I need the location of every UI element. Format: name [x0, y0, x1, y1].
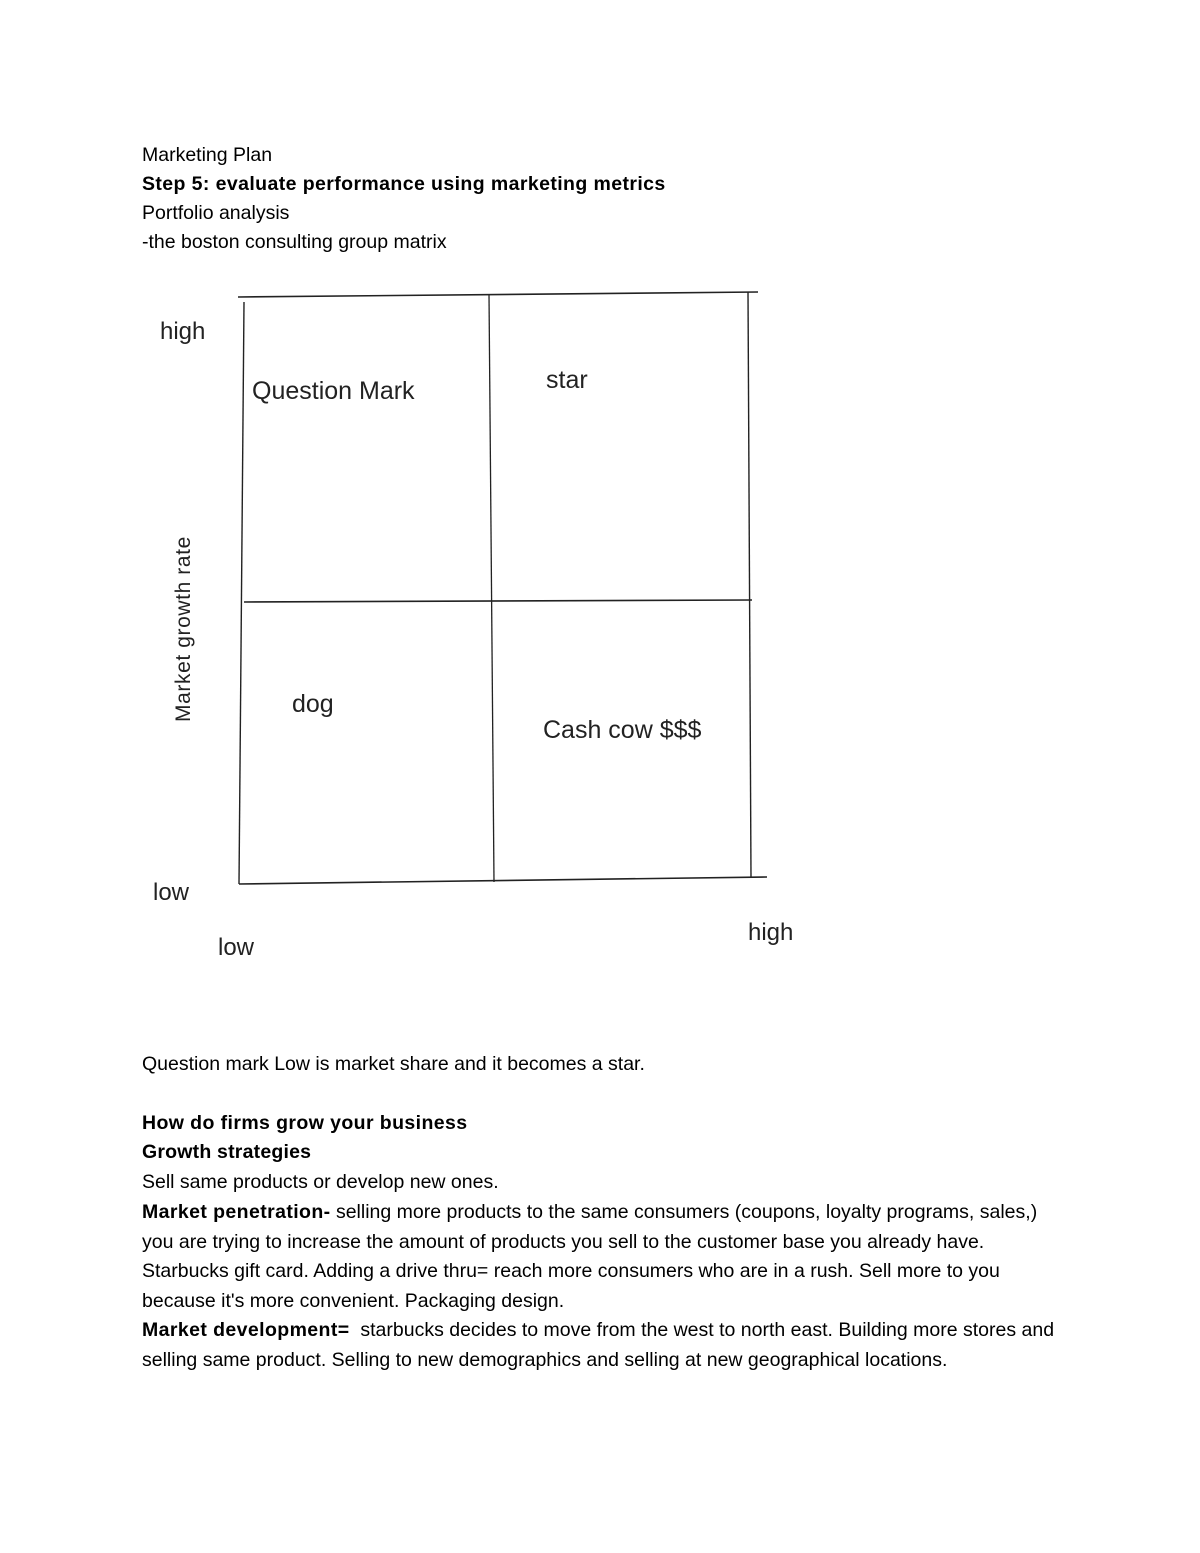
document-title: Marketing Plan	[142, 144, 273, 166]
x-axis-high-label: high	[748, 919, 794, 946]
step-heading: Step 5: evaluate performance using marketing metrics	[142, 173, 666, 195]
quadrant-star: star	[546, 366, 588, 394]
matrix-right-border	[748, 292, 751, 877]
market-development-term: Market development=	[142, 1319, 350, 1341]
market-development-text: starbucks decides to move from the west to north east. Building more stores and selling same product. Selling to new demographics and selling at new geographical locations.	[142, 1319, 1060, 1371]
bcg-matrix-diagram	[140, 280, 820, 980]
growth-strategies-heading: Growth strategies	[142, 1141, 312, 1163]
market-penetration-paragraph	[142, 1198, 1072, 1316]
matrix-vertical-divider	[489, 294, 494, 882]
matrix-horizontal-divider	[244, 600, 752, 602]
y-axis-low-label: low	[153, 879, 190, 906]
matrix-left-border	[239, 302, 244, 884]
matrix-bottom-border	[239, 877, 767, 884]
x-axis-low-label: low	[218, 934, 255, 961]
quadrant-cash-cow: Cash cow $$$	[543, 716, 702, 744]
y-axis-title: Market growth rate	[172, 536, 195, 722]
market-penetration-text: selling more products to the same consumers (coupons, loyalty programs, sales,) you are trying to increase the amount of products you sell to the customer base you already have. Starbucks gift card. Adding a drive thru= reach more consumers who are in a rush. Sell more to you because it's more convenient. Packaging design.	[142, 1201, 1038, 1312]
question-mark-note: Question mark Low is market share and it becomes a star.	[142, 1053, 645, 1075]
market-penetration-term: Market penetration-	[142, 1201, 331, 1223]
subtopic-line: -the boston consulting group matrix	[142, 231, 447, 253]
market-development-paragraph	[142, 1316, 1072, 1375]
strategies-intro: Sell same products or develop new ones.	[142, 1171, 499, 1193]
grow-business-heading: How do firms grow your business	[142, 1112, 468, 1134]
quadrant-question-mark: Question Mark	[252, 377, 415, 405]
quadrant-dog: dog	[292, 690, 334, 718]
matrix-top-border	[238, 292, 758, 297]
y-axis-high-label: high	[160, 318, 206, 345]
topic-line: Portfolio analysis	[142, 202, 290, 224]
